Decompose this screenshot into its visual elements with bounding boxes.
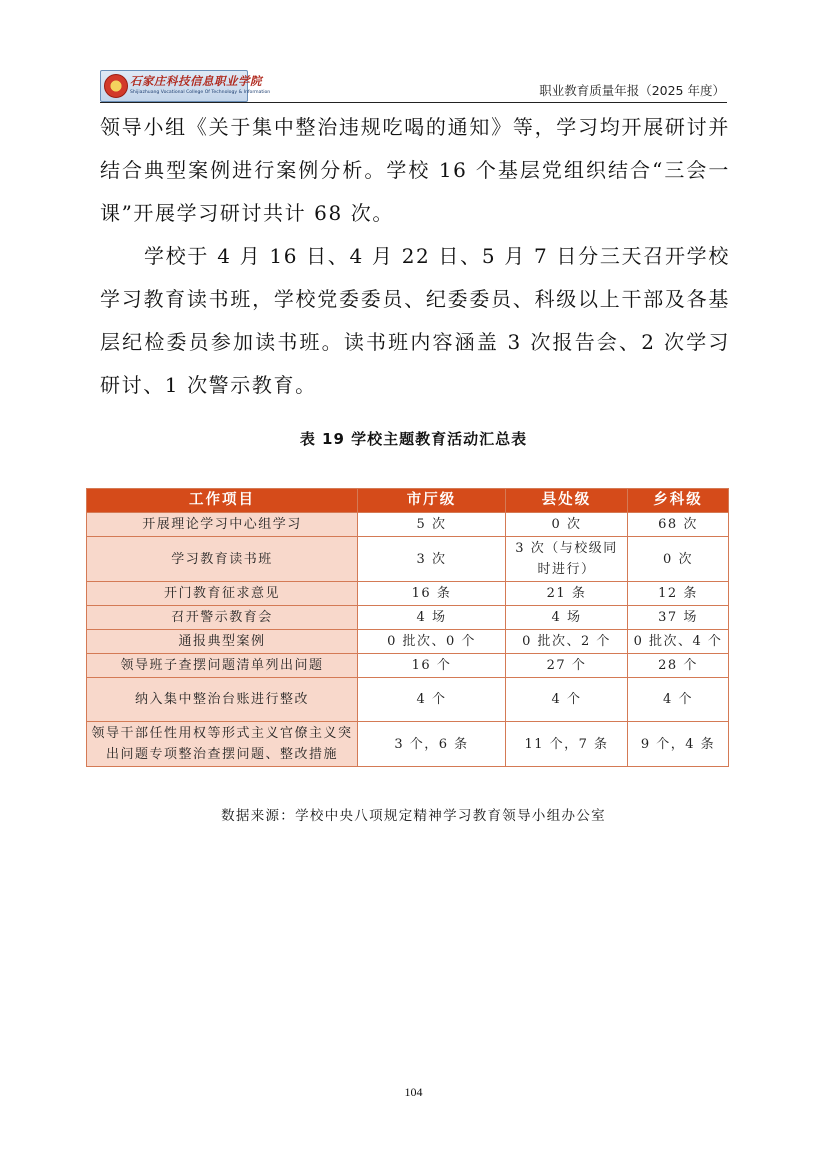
row-item-label: 开展理论学习中心组学习	[87, 513, 358, 537]
data-source-note: 数据来源：学校中央八项规定精神学习教育领导小组办公室	[221, 808, 606, 824]
column-header-township-level: 乡科级	[628, 489, 729, 513]
college-seal-icon	[104, 74, 128, 98]
cell-township-level: 12 条	[628, 582, 729, 606]
column-header-item: 工作项目	[87, 489, 358, 513]
table-row	[87, 722, 729, 767]
table-row	[87, 537, 729, 582]
cell-city-level: 16 个	[358, 654, 506, 678]
logo-college-english-name: Shijiazhuang Vocational College Of Technology & Information	[130, 90, 271, 95]
table-header-row	[87, 489, 729, 513]
body-text	[100, 106, 730, 407]
cell-city-level: 4 个	[358, 678, 506, 722]
cell-county-level: 11 个，7 条	[506, 722, 628, 767]
report-title: 职业教育质量年报（2025 年度）	[539, 83, 725, 98]
logo-college-name: 石家庄科技信息职业学院	[130, 74, 262, 88]
cell-county-level: 4 场	[506, 606, 628, 630]
cell-county-level: 27 个	[506, 654, 628, 678]
cell-township-level: 28 个	[628, 654, 729, 678]
column-header-county-level: 县处级	[506, 489, 628, 513]
row-item-label: 学习教育读书班	[87, 537, 358, 582]
cell-city-level: 3 个，6 条	[358, 722, 506, 767]
table-row	[87, 678, 729, 722]
cell-city-level: 4 场	[358, 606, 506, 630]
cell-township-level: 37 场	[628, 606, 729, 630]
table-row	[87, 606, 729, 630]
cell-township-level: 0 批次、4 个	[628, 630, 729, 654]
row-item-label: 纳入集中整治台账进行整改	[87, 678, 358, 722]
cell-city-level: 3 次	[358, 537, 506, 582]
row-item-label: 开门教育征求意见	[87, 582, 358, 606]
cell-township-level: 4 个	[628, 678, 729, 722]
table-row	[87, 630, 729, 654]
cell-township-level: 9 个，4 条	[628, 722, 729, 767]
cell-county-level: 21 条	[506, 582, 628, 606]
cell-city-level: 0 批次、0 个	[358, 630, 506, 654]
table-row	[87, 654, 729, 678]
college-logo	[100, 70, 271, 102]
column-header-city-level: 市厅级	[358, 489, 506, 513]
cell-county-level: 3 次（与校级同时进行）	[506, 537, 628, 582]
row-item-label: 领导班子查摆问题清单列出问题	[87, 654, 358, 678]
table-row	[87, 582, 729, 606]
page-header	[100, 70, 727, 102]
cell-county-level: 4 个	[506, 678, 628, 722]
cell-county-level: 0 批次、2 个	[506, 630, 628, 654]
page-number: 104	[404, 1085, 423, 1099]
cell-township-level: 0 次	[628, 537, 729, 582]
row-item-label: 通报典型案例	[87, 630, 358, 654]
row-item-label: 召开警示教育会	[87, 606, 358, 630]
cell-city-level: 5 次	[358, 513, 506, 537]
table-row	[87, 513, 729, 537]
activity-summary-table	[86, 488, 729, 767]
cell-county-level: 0 次	[506, 513, 628, 537]
header-divider	[100, 102, 727, 103]
cell-township-level: 68 次	[628, 513, 729, 537]
table-caption: 表 19 学校主题教育活动汇总表	[299, 430, 528, 448]
row-item-label: 领导干部任性用权等形式主义官僚主义突出问题专项整治查摆问题、整改措施	[87, 722, 358, 767]
cell-city-level: 16 条	[358, 582, 506, 606]
paragraph-2: 学校于 4 月 16 日、4 月 22 日、5 月 7 日分三天召开学校学习教育读书班，学校党委委员、纪委委员、科级以上干部及各基层纪检委员参加读书班。读书班内容涵盖 3 次报告会、2 次学习研讨、1 次警示教育。	[100, 244, 730, 397]
paragraph-1: 领导小组《关于集中整治违规吃喝的通知》等，学习均开展研讨并结合典型案例进行案例分析。学校 16 个基层党组织结合“三会一课”开展学习研讨共计 68 次。	[100, 115, 730, 225]
